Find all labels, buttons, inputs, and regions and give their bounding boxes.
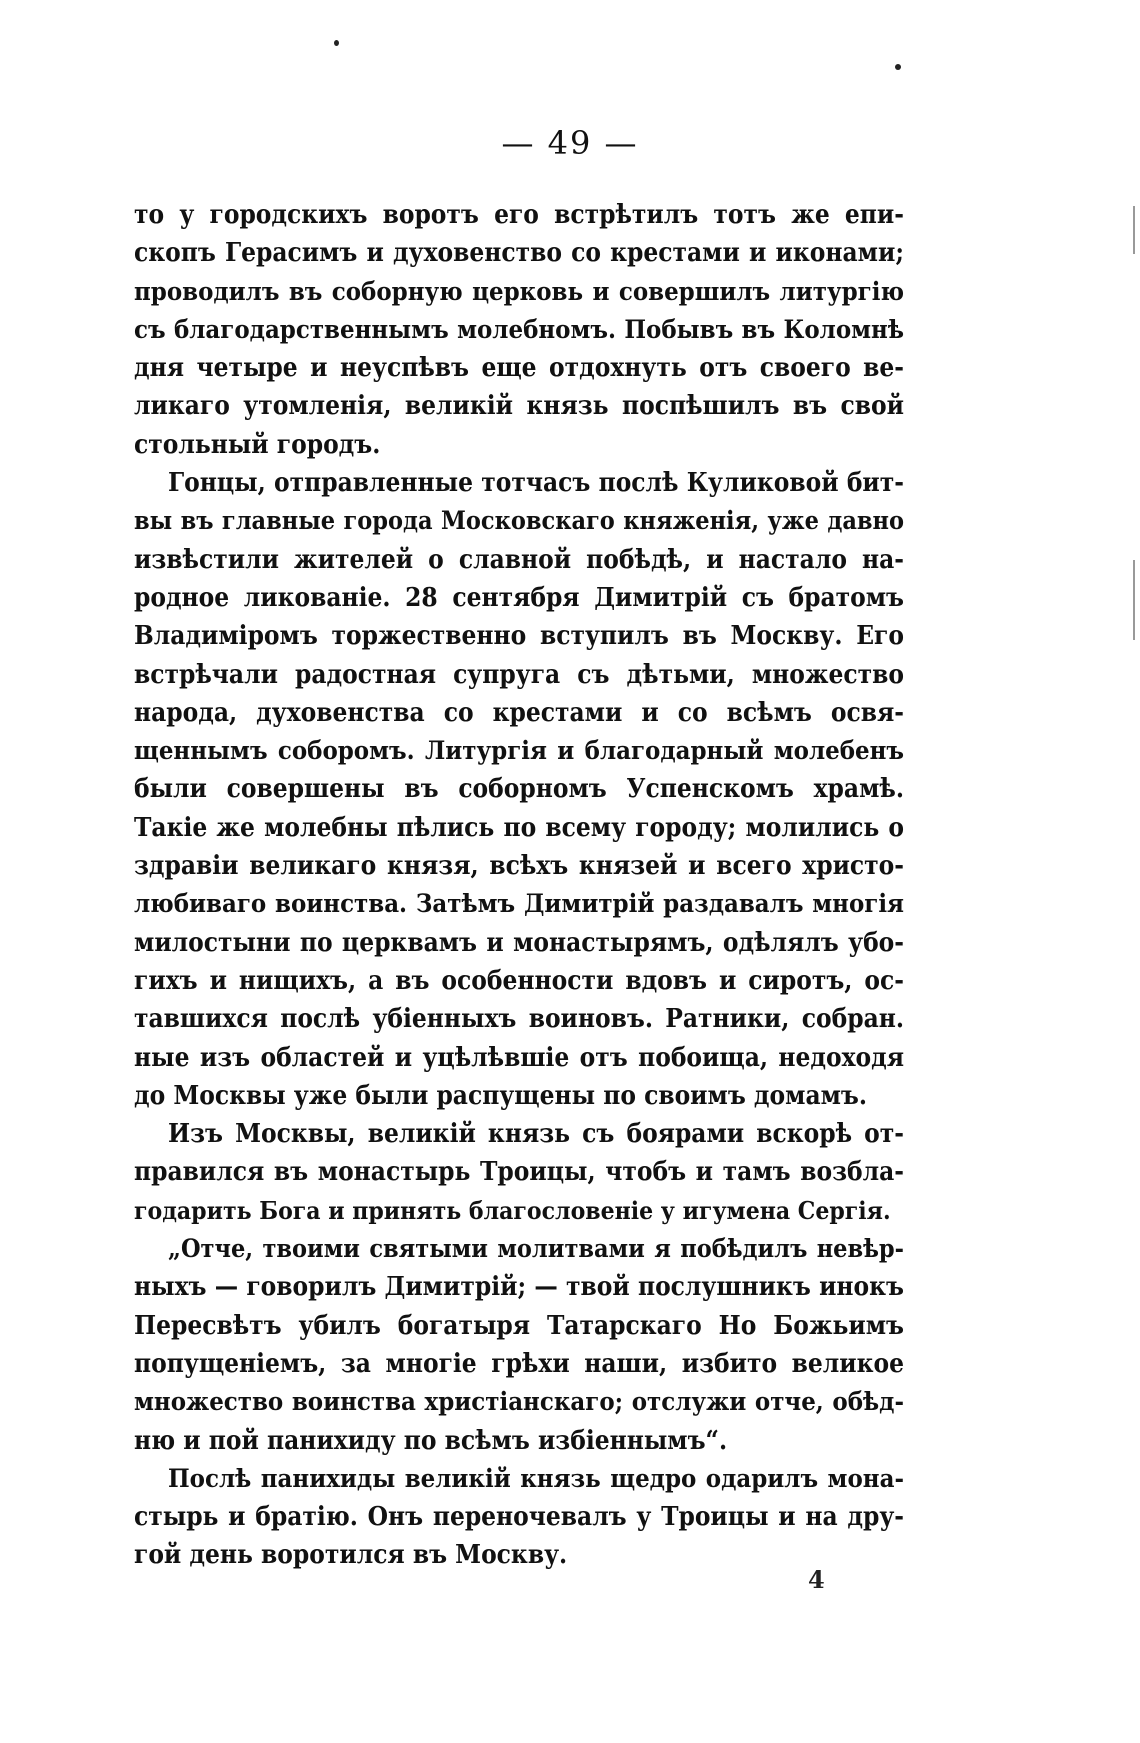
text-line: гихъ и нищихъ, а въ особенности вдовъ и сиротъ, ос- <box>134 965 904 996</box>
ink-speck <box>334 40 339 46</box>
paragraph <box>134 1460 904 1575</box>
text-line: Послѣ панихиды великій князь щедро одарилъ мона- <box>168 1463 904 1494</box>
text-line: стырь и братію. Онъ переночевалъ у Троицы и на дру- <box>134 1502 904 1533</box>
text-line: любиваго воинства. Затѣмъ Димитрій раздавалъ многія <box>134 889 904 920</box>
text-line: Владиміромъ торжественно вступилъ въ Москву. Его <box>134 621 904 652</box>
text-line: здравіи великаго князя, всѣхъ князей и всего христо- <box>134 851 904 882</box>
text-line: съ благодарственнымъ молебномъ. Побывъ въ Коломнѣ <box>134 314 904 345</box>
text-line: до Москвы уже были распущены по своимъ домамъ. <box>134 1080 868 1111</box>
signature-mark: 4 <box>808 1565 825 1594</box>
text-line: вы въ главные города Московскаго княженія, уже давно <box>134 506 904 536</box>
page-number: — 49 — <box>501 124 639 162</box>
scan-edge-mark <box>1133 206 1135 254</box>
text-line: Изъ Москвы, великій князь съ боярами вскорѣ от- <box>168 1119 904 1150</box>
text-line: проводилъ въ соборную церковь и совершилъ литургію <box>134 276 904 307</box>
text-line: родное ликованіе. 28 сентября Димитрій съ братомъ <box>134 582 904 613</box>
text-line: правился въ монастырь Троицы, чтобъ и тамъ возбла- <box>134 1157 904 1188</box>
text-line: годарить Бога и принять благословеніе у игумена Сергія. <box>134 1195 891 1225</box>
text-line: извѣстили жителей о славной побѣдѣ, и настало на- <box>134 544 904 575</box>
text-line: народа, духовенства со крестами и со всѣмъ освя- <box>134 697 904 728</box>
text-line: ню и пой панихиду по всѣмъ избіеннымъ“. <box>134 1425 728 1456</box>
text-line: щеннымъ соборомъ. Литургія и благодарный молебенъ <box>134 736 904 767</box>
scan-edge-mark <box>1133 560 1135 640</box>
text-line: милостыни по церквамъ и монастырямъ, одѣлялъ убо- <box>134 927 904 958</box>
text-line: ныхъ — говорилъ Димитрій; — твой послушникъ инокъ <box>134 1272 904 1303</box>
text-line: ликаго утомленія, великій князь поспѣшилъ въ свой <box>134 391 904 422</box>
paragraph <box>134 1115 904 1230</box>
text-line: скопъ Герасимъ и духовенство со крестами и иконами; <box>134 238 904 269</box>
text-line: тавшихся послѣ убіенныхъ воиновъ. Ратники, собран. <box>134 1004 904 1035</box>
text-line: множество воинства христіанскаго; отслужи отче, обѣд- <box>134 1387 904 1418</box>
paragraph <box>134 464 904 1115</box>
text-line: попущеніемъ, за многіе грѣхи наши, избито великое <box>134 1348 904 1379</box>
body-text <box>134 196 904 1575</box>
ink-speck <box>895 64 901 70</box>
text-line: встрѣчали радостная супруга съ дѣтьми, множество <box>134 659 904 690</box>
paragraph <box>134 1230 904 1460</box>
text-line: Гонцы, отправленные тотчасъ послѣ Куликовой бит- <box>168 468 904 499</box>
text-line: Пересвѣтъ убилъ богатыря Татарскаго Но Божьимъ <box>134 1310 904 1341</box>
text-line: были совершены въ соборномъ Успенскомъ храмѣ. <box>134 774 904 805</box>
paragraph <box>134 196 904 464</box>
text-line: дня четыре и неуспѣвъ еще отдохнуть отъ своего ве- <box>134 353 904 384</box>
text-line: гой день воротился въ Москву. <box>134 1540 568 1571</box>
text-line: стольный городъ. <box>134 429 381 460</box>
text-line: то у городскихъ воротъ его встрѣтилъ тотъ же епи- <box>134 200 904 230</box>
text-line: „Отче, твоими святыми молитвами я побѣдилъ невѣр- <box>168 1234 904 1264</box>
text-line: Такіе же молебны пѣлись по всему городу; молились о <box>134 812 904 843</box>
text-line: ные изъ областей и уцѣлѣвшіе отъ побоища, недоходя <box>134 1042 904 1073</box>
